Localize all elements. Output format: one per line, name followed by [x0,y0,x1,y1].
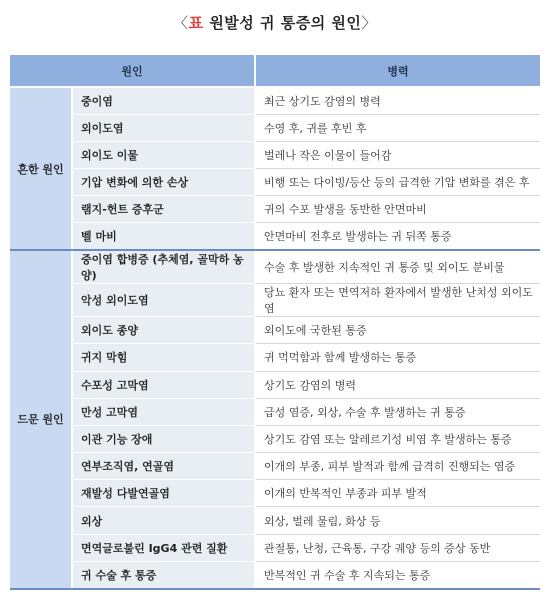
cause-cell: 램지-헌트 증후군 [72,196,255,223]
condition-cell: 수영 후, 귀를 후빈 후 [255,114,540,141]
title-open-bracket: 〈 [173,14,189,32]
condition-cell: 외이도에 국한된 통증 [255,317,540,344]
table-title [0,12,550,33]
table-row [10,534,540,561]
condition-cell: 최근 상기도 감염의 병력 [255,87,540,114]
table-row [10,453,540,480]
condition-cell: 귀의 수포 발생을 동반한 안면마비 [255,196,540,223]
title-close-bracket: 〉 [361,14,377,32]
table-row [10,344,540,371]
title-table-marker: 표 [188,14,204,32]
condition-cell: 안면마비 전후로 발생하는 귀 뒤쪽 통증 [255,223,540,250]
cause-cell: 귀 수술 후 통증 [72,561,255,588]
cause-cell: 면역글로불린 IgG4 관련 질환 [72,534,255,561]
cause-cell: 재발성 다발연골염 [72,480,255,507]
cause-cell: 만성 고막염 [72,398,255,425]
table-row [10,425,540,452]
table-row [10,398,540,425]
cause-cell: 악성 외이도염 [72,284,255,317]
group-label: 드문 원인 [10,250,72,588]
header-cause: 원인 [10,55,255,87]
condition-cell: 이개의 부종, 피부 발적과 함께 급격히 진행되는 염증 [255,453,540,480]
condition-cell: 상기도 감염 또는 알레르기성 비염 후 발생하는 통증 [255,425,540,452]
cause-cell: 귀지 막힘 [72,344,255,371]
condition-cell: 당뇨 환자 또는 면역저하 환자에서 발생한 난치성 외이도염 [255,284,540,317]
table-row [10,480,540,507]
cause-cell: 기압 변화에 의한 손상 [72,169,255,196]
table-row [10,196,540,223]
condition-cell: 이개의 반복적인 부종과 피부 발적 [255,480,540,507]
group-label: 흔한 원인 [10,87,72,250]
cause-cell: 외상 [72,507,255,534]
cause-cell: 이관 기능 장애 [72,425,255,452]
table-row [10,317,540,344]
table-row [10,169,540,196]
condition-cell: 귀 먹먹함과 함께 발생하는 통증 [255,344,540,371]
cause-cell: 연부조직염, 연골염 [72,453,255,480]
cause-cell: 외이도 이물 [72,141,255,168]
condition-cell: 반복적인 귀 수술 후 지속되는 통증 [255,561,540,588]
cause-cell: 벨 마비 [72,223,255,250]
title-text: 원발성 귀 통증의 원인 [203,14,362,32]
condition-cell: 벌레나 작은 이물이 들어감 [255,141,540,168]
condition-cell: 상기도 감염의 병력 [255,371,540,398]
cause-cell: 중이염 합병증 (추체염, 골막하 농양) [72,250,255,284]
table-row [10,284,540,317]
table-row [10,561,540,588]
cause-cell: 수포성 고막염 [72,371,255,398]
condition-cell: 외상, 벌레 물림, 화상 등 [255,507,540,534]
condition-cell: 급성 염증, 외상, 수술 후 발생하는 귀 통증 [255,398,540,425]
cause-cell: 중이염 [72,87,255,114]
table-row [10,250,540,284]
causes-table [10,55,540,590]
condition-cell: 수술 후 발생한 지속적인 귀 통증 및 외이도 분비물 [255,250,540,284]
cause-cell: 외이도 종양 [72,317,255,344]
table-row [10,507,540,534]
table-row [10,87,540,114]
table-row [10,114,540,141]
table-body [10,87,540,589]
table-row [10,141,540,168]
condition-cell: 관절통, 난청, 근육통, 구강 궤양 등의 증상 동반 [255,534,540,561]
table-row [10,223,540,250]
table-header-row [10,55,540,87]
cause-cell: 외이도염 [72,114,255,141]
condition-cell: 비행 또는 다이빙/등산 등의 급격한 기압 변화를 겪은 후 [255,169,540,196]
header-condition: 병력 [255,55,540,87]
table-row [10,371,540,398]
